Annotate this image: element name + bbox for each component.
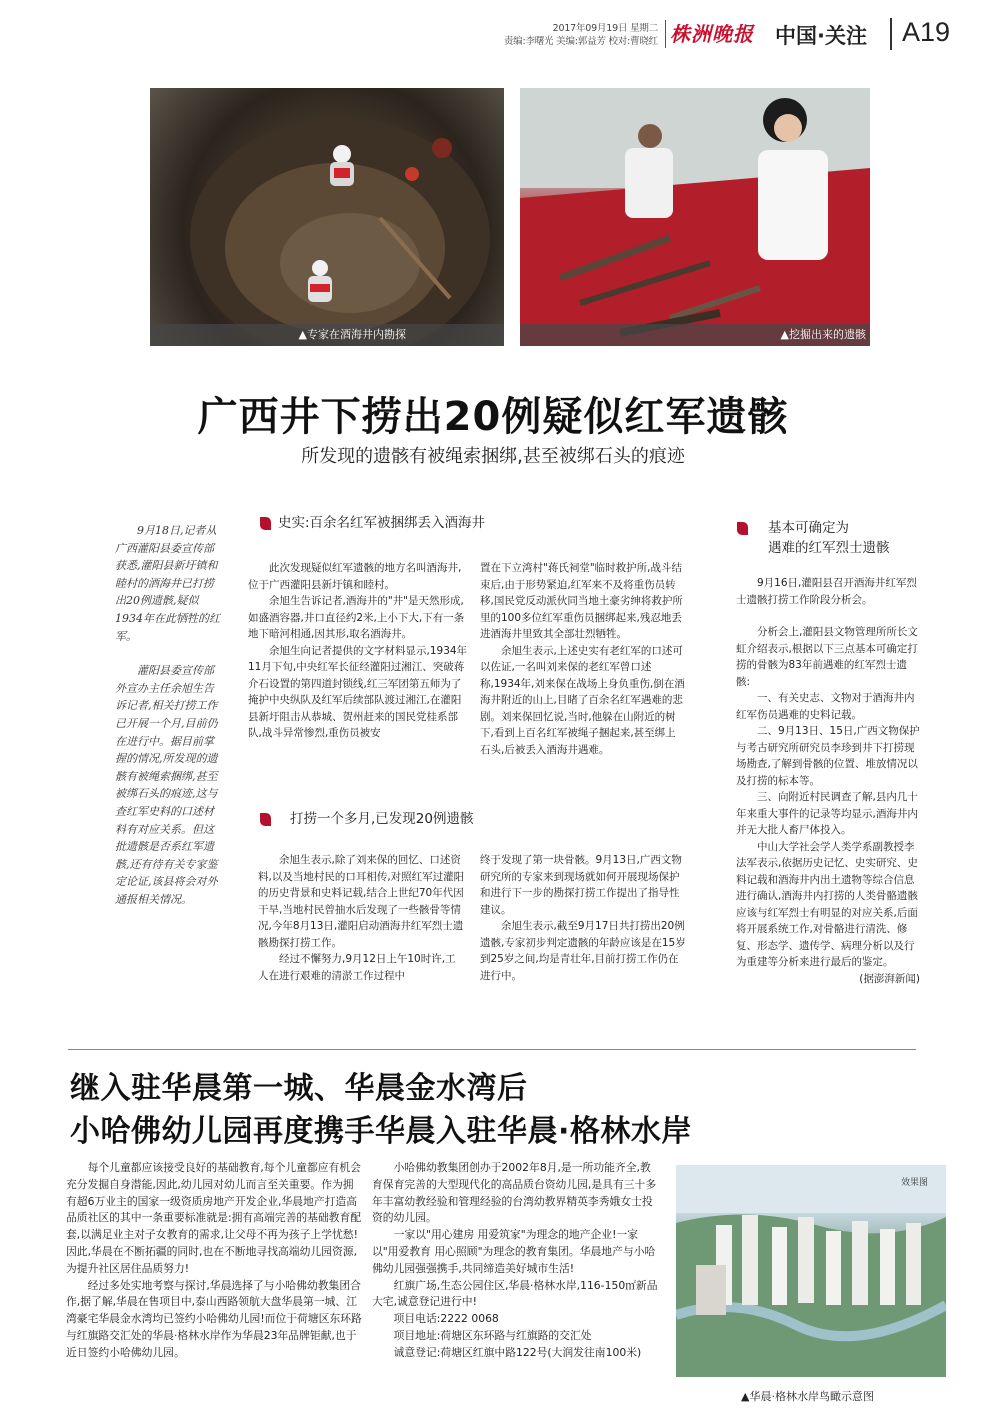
masthead-meta — [490, 22, 658, 48]
masthead-date: 2017年09月19日 星期二 — [552, 23, 658, 34]
body-paragraph: 一、有关史志、文物对于酒海井内红军伤员遇难的史料记载。 — [736, 692, 915, 721]
section1-title: 史实:百余名红军被捆绑丢入酒海井 — [278, 515, 486, 531]
section-divider-rule — [68, 1049, 916, 1050]
advert-headline-line2: 小哈佛幼儿园再度携手华晨入驻华晨·格林水岸 — [70, 1114, 692, 1149]
aerial-rendering-image — [676, 1165, 946, 1377]
section1-column-b — [480, 560, 686, 758]
section3-title — [768, 518, 948, 558]
project-phone: 项目电话:2222 0068 — [393, 1312, 499, 1326]
body-paragraph: 9月16日,灌阳县召开酒海井红军烈士遗骸打捞工作阶段分析会。 — [736, 577, 917, 606]
lead-paragraph: 灌阳县委宣传部外宣办主任余旭生告诉记者,相关打捞工作已开展一个月,目前仍在进行中。据目前掌握的情况,所发现的遗骸有被绳索捆绑,甚至被绑石头的痕迹,这与查红军史料的口述材料有对应关系。但这批遗骸是否系红军遗骸,还有待有关专家鉴定论证,该县将会对外通报相关情况。 — [115, 664, 218, 906]
section3-column — [736, 575, 920, 987]
body-paragraph: 余旭生表示,上述史实有老红军的口述可以佐证,一名叫刘来保的老红军曾口述称,1934年,刘来保在战场上身负重伤,倒在酒海井附近的山上,目睹了百余名红军遇难的悲剧。刘来保回忆说,当时,他躲在山附近的树下,看到上百名红军被绳子捆起来,甚至绑上石头,后被丢入酒海井遇难。 — [480, 644, 685, 756]
section-marker — [260, 517, 271, 530]
remains-photo-illustration — [520, 88, 870, 346]
section1-column-a — [248, 560, 468, 742]
article-headline: 广西井下捞出20例疑似红军遗骸 — [197, 394, 789, 440]
advert-paragraph: 一家以"用心建房 用爱筑家"为理念的地产企业!一家以"用爱教育 用心照顾"为理念的教育集团。华晨地产与小哈佛幼儿园强强携手,共同缔造美好城市生活! — [372, 1228, 656, 1275]
excavated-remains-photo — [520, 88, 870, 346]
aerial-illustration — [676, 1165, 946, 1377]
lead-column — [115, 522, 221, 908]
lead-paragraph: 9月18日,记者从广西灌阳县委宣传部获悉,灌阳县新圩镇和睦村的酒海井已打捞出20例遗骸,疑似1934年在此牺牲的红军。 — [115, 524, 220, 643]
registration-address: 诚意登记:荷塘区红旗中路122号(大润发往南100米) — [393, 1345, 642, 1359]
body-paragraph: 二、9月13日、15日,广西文物保护与考古研究所研究员李珍到井下打捞现场勘查,了解到骨骸的位置、堆放情况以及打捞的标本等。 — [736, 725, 920, 787]
advert-paragraph: 经过多处实地考察与探讨,华晨选择了与小哈佛幼教集团合作,据了解,华晨在售项目中,泰山西路领航大盘华晨第一城、江湾豪宅华晨金水湾均已签约小哈佛幼儿园!而位于荷塘区东环路与红旗路交汇处的华晨·格林水岸作为华晨23年品牌钜献,也于近日签约小哈佛幼儿园。 — [66, 1278, 362, 1359]
project-address: 项目地址:荷塘区东环路与红旗路的交汇处 — [393, 1328, 592, 1342]
section3-title-line1: 基本可确定为 — [768, 520, 849, 536]
body-paragraph: 余旭生表示,截至9月17日共打捞出20例遗骸,专家初步判定遗骸的年龄应该是在15岁到25岁之间,均是青壮年,目前打捞工作仍在进行中。 — [480, 920, 686, 982]
advert-column-a — [66, 1160, 362, 1362]
advert-headline-line1: 继入驻华晨第一城、华晨金水湾后 — [70, 1071, 528, 1106]
body-paragraph: 余旭生告诉记者,酒海井的"井"是天然形成,如盛酒容器,井口直径约2米,上小下大,下有一条地下暗河相通,因其形,取名酒海井。 — [248, 595, 465, 640]
photo-caption-left: ▲专家在酒海井内勘探 — [298, 328, 406, 341]
body-paragraph: 置在下立湾村"蒋氏祠堂"临时救护所,战斗结束后,由于形势紧迫,红军来不及将重伤员转移,国民党反动派伙同当地土豪劣绅将救护所里的100多位红军重伤员捆绑起来,残忍地丢进酒海井里致其全部壮烈牺牲。 — [480, 562, 683, 640]
body-paragraph: 中山大学社会学人类学系副教授李法军表示,依据历史记忆、史实研究、史料记载和酒海井内出土遗物等综合信息进行确认,酒海井内打捞的人类骨骼遗骸应该与红军烈士有明显的对应关系,后面将开展系统工作,对骨骼进行清洗、修复、形态学、遗传学、病理分析以及行为重建等分析来进行最后的鉴定。 — [736, 840, 918, 968]
aerial-image-caption: ▲华晨·格林水岸鸟瞰示意图 — [741, 1390, 874, 1403]
advert-paragraph: 小哈佛幼教集团创办于2002年8月,是一所功能齐全,教育保育完善的大型现代化的高品质台资幼儿园,是具有三十多年丰富幼教经验和管理经验的台湾幼教界精英李秀娥女士投资的幼儿园。 — [372, 1161, 657, 1225]
masthead-editors: 责编:李曙光 美编:郭益芳 校对:曹晓红 — [503, 36, 658, 47]
body-paragraph: 余旭生表示,除了刘来保的回忆、口述资料,以及当地村民的口耳相传,对照红军过灌阳的历史背景和史料记载,结合上世纪70年代因干旱,当地村民曾抽水后发现了一些骸骨等情况,今年8月13日,灌阳启动酒海井红军烈士遗骸勘探打捞工作。 — [258, 854, 465, 949]
well-exploration-photo — [150, 88, 504, 346]
section2-title: 打捞一个多月,已发现20例遗骸 — [290, 811, 474, 827]
body-paragraph: 经过不懈努力,9月12日上午10时许,工人在进行艰难的清淤工作过程中 — [258, 953, 456, 982]
advert-paragraph: 每个儿童都应该接受良好的基础教育,每个儿童都应有机会充分发掘自身潜能,因此,幼儿园对幼儿而言至关重要。作为拥有超6万业主的国家一级资质房地产开发企业,华晨地产打造高品质社区的其中一条重要标准就是:拥有高端完善的基础教育配套,以满足业主对子女教育的需求,让父母不再为孩子上学忧愁!因此,华晨在不断拓疆的同时,也在不断地寻找高端幼儿园资源,为提升社区居住品质努力! — [66, 1161, 362, 1275]
article-subheadline: 所发现的遗骸有被绳索捆绑,甚至被绑石头的痕迹 — [301, 446, 685, 467]
article-source: (据澎湃新闻) — [859, 972, 920, 985]
newspaper-logo: 株洲晚报 — [670, 22, 754, 46]
section-divider — [890, 18, 892, 50]
section2-column-a — [258, 852, 466, 984]
page-number: A19 — [902, 17, 951, 47]
photo-caption-right: ▲挖掘出来的遗骸 — [780, 328, 866, 341]
body-paragraph: 分析会上,灌阳县文物管理所所长文虹介绍表示,根据以下三点基本可确定打捞的骨骸为83年前遇难的红军烈士遗骸: — [736, 626, 918, 688]
section-name: 中国·关注 — [775, 24, 867, 48]
section-marker — [260, 813, 271, 826]
section3-title-line2: 遇难的红军烈士遗骸 — [768, 540, 890, 556]
body-paragraph: 余旭生向记者提供的文字材料显示,1934年11月下旬,中央红军长征经灌阳过湘江、突破蒋介石设置的第四道封锁线,红三军团第五师为了掩护中央纵队及红军后续部队渡过湘江,在灌阳县新圩阻击从恭城、贺州赶来的国民党桂系部队,战斗异常惨烈,重伤员被安 — [248, 644, 468, 739]
body-paragraph: 三、向附近村民调查了解,县内几十年来重大事件的记录等均显示,酒海井内并无大批人畜尸体投入。 — [736, 791, 918, 836]
advert-paragraph: 红旗广场,生态公园住区,华晨·格林水岸,116-150㎡新品大宅,诚意登记进行中! — [372, 1278, 658, 1309]
image-label: 效果图 — [900, 1178, 928, 1188]
advert-column-b — [372, 1160, 660, 1362]
body-paragraph: 终于发现了第一块骨骸。9月13日,广西文物研究所的专家来到现场就如何开展现场保护和进行下一步的勘探打捞工作提出了指导性建议。 — [480, 854, 682, 916]
masthead-divider — [665, 20, 666, 48]
well-photo-illustration — [150, 88, 504, 346]
section-marker — [737, 522, 748, 535]
section2-column-b — [480, 852, 686, 984]
body-paragraph: 此次发现疑似红军遗骸的地方名叫酒海井,位于广西灌阳县新圩镇和睦村。 — [248, 562, 462, 591]
